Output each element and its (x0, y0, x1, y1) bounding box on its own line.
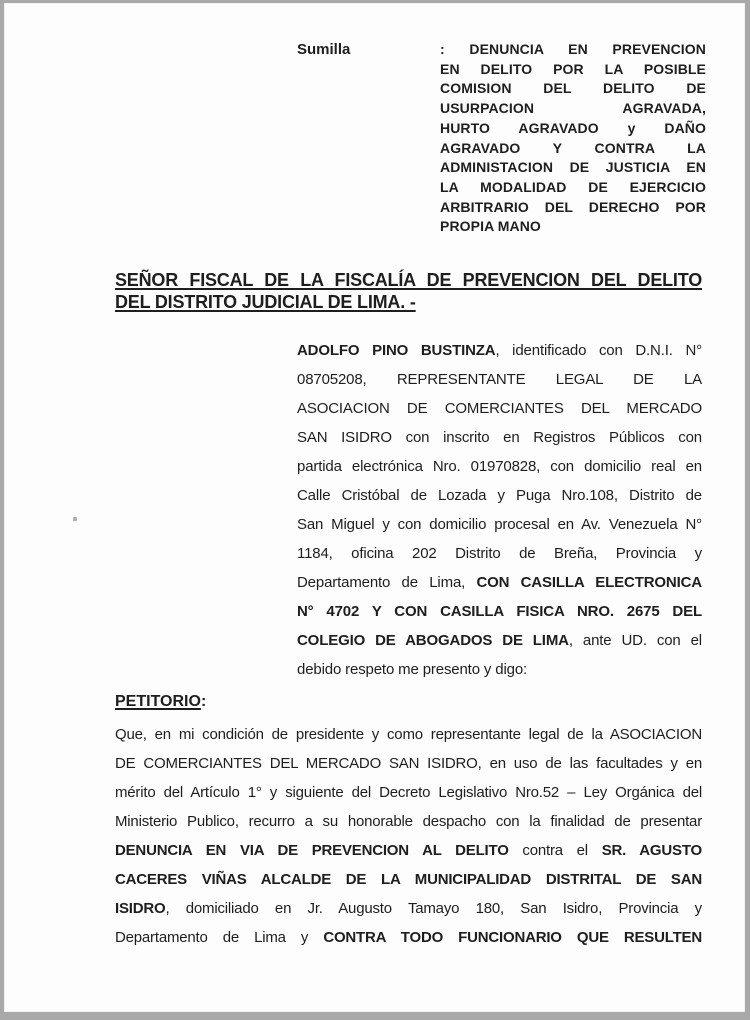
text-run: Calle Cristóbal de Lozada y Puga Nro.108, Distrito de (297, 487, 702, 504)
text-line (440, 60, 706, 80)
text-run: Que, en mi condición de presidente y como representante legal de la ASOCIACION (115, 726, 702, 743)
text-run: COLEGIO DE ABOGADOS DE LIMA (297, 632, 569, 649)
sumilla-text (440, 40, 706, 237)
petitorio-paragraph (115, 720, 702, 952)
text-line (115, 778, 702, 807)
text-run: SAN ISIDRO con inscrito en Registros Públicos con (297, 429, 702, 446)
text-run: DE COMERCIANTES DEL MERCADO SAN ISIDRO, en uso de las facultades y en (115, 755, 702, 772)
text-run: COMISION DEL DELITO DE (440, 80, 706, 97)
text-line (440, 158, 706, 178)
text-line (297, 597, 702, 626)
text-line (297, 539, 702, 568)
petitorio-heading (115, 692, 206, 712)
text-line (297, 423, 702, 452)
text-run: , ante UD. con el (568, 632, 702, 649)
text-run: ADOLFO PINO BUSTINZA (297, 342, 496, 359)
text-line (115, 720, 702, 749)
text-line (440, 217, 706, 237)
text-line (115, 836, 702, 865)
text-run: ARBITRARIO DEL DERECHO POR (440, 198, 706, 215)
document-page (4, 3, 745, 1012)
text-line (115, 291, 702, 313)
text-line (297, 394, 702, 423)
intro-paragraph (297, 336, 702, 684)
text-run: debido respeto me presento y digo: (297, 661, 528, 678)
text-run: CONTRA TODO FUNCIONARIO QUE RESULTEN (323, 929, 702, 946)
text-line (297, 365, 702, 394)
text-line (440, 99, 706, 119)
text-run: Ministerio Publico, recurro a su honorable despacho con la finalidad de presentar (115, 813, 702, 830)
text-run: , domiciliado en Jr. Augusto Tamayo 180, San Isidro, Provincia y (165, 900, 702, 917)
text-run: : DENUNCIA EN PREVENCION (440, 41, 706, 57)
text-line (297, 481, 702, 510)
text-run: mérito del Artículo 1° y siguiente del Decreto Legislativo Nro.52 – Ley Orgánica del (115, 784, 702, 801)
text-line (297, 452, 702, 481)
text-line (440, 178, 706, 198)
text-run: 1184, oficina 202 Distrito de Breña, Provincia y (297, 545, 702, 562)
scan-artifact-speck (73, 517, 77, 521)
text-line (115, 269, 702, 291)
text-line (440, 40, 706, 60)
text-run: SEÑOR FISCAL DE LA FISCALÍA DE PREVENCION DEL DELITO (115, 270, 702, 290)
text-run: CACERES VIÑAS ALCALDE DE LA MUNICIPALIDAD DISTRITAL DE SAN (115, 871, 702, 888)
text-line (440, 79, 706, 99)
text-line (440, 119, 706, 139)
text-line (297, 568, 702, 597)
text-run: EN DELITO POR LA POSIBLE (440, 60, 706, 77)
text-run: SR. AGUSTO (601, 842, 702, 859)
text-line (440, 139, 706, 159)
text-run: HURTO AGRAVADO y DAÑO (440, 119, 706, 136)
text-run: N° 4702 Y CON CASILLA FISICA NRO. 2675 DEL (297, 603, 702, 620)
text-line (297, 336, 702, 365)
text-line (297, 655, 702, 684)
text-run: DEL DISTRITO JUDICIAL DE LIMA. - (115, 292, 416, 312)
text-run: ASOCIACION DE COMERCIANTES DEL MERCADO (297, 400, 702, 417)
text-line (440, 198, 706, 218)
text-line (115, 865, 702, 894)
text-line (115, 923, 702, 952)
text-run: AGRAVADO Y CONTRA LA (440, 139, 706, 156)
sumilla-label: Sumilla (297, 41, 351, 58)
petitorio-heading-label: PETITORIO (115, 693, 201, 710)
text-run: DENUNCIA EN VIA DE PREVENCION AL DELITO (115, 842, 509, 859)
petitorio-heading-colon: : (200, 693, 207, 710)
text-line (115, 749, 702, 778)
text-run: Departamento de Lima, (297, 574, 477, 591)
text-run: San Miguel y con domicilio procesal en Av. Venezuela N° (297, 516, 702, 533)
text-run: CON CASILLA ELECTRONICA (476, 574, 702, 591)
text-line (297, 626, 702, 655)
text-line (297, 510, 702, 539)
text-line (115, 807, 702, 836)
text-run: USURPACION AGRAVADA, (440, 100, 706, 117)
text-line (115, 894, 702, 923)
text-run: Departamento de Lima y (115, 929, 324, 946)
text-run: ADMINISTACION DE JUSTICIA EN (440, 159, 706, 176)
text-run: , identificado con D.N.I. N° (495, 342, 702, 359)
text-run: partida electrónica Nro. 01970828, con domicilio real en (297, 458, 702, 475)
text-run: LA MODALIDAD DE EJERCICIO (440, 178, 706, 195)
text-run: PROPIA MANO (440, 218, 541, 235)
text-run: contra el (508, 842, 602, 859)
text-run: ISIDRO (115, 900, 166, 917)
text-run: 08705208, REPRESENTANTE LEGAL DE LA (297, 371, 702, 388)
page-title (115, 269, 702, 313)
